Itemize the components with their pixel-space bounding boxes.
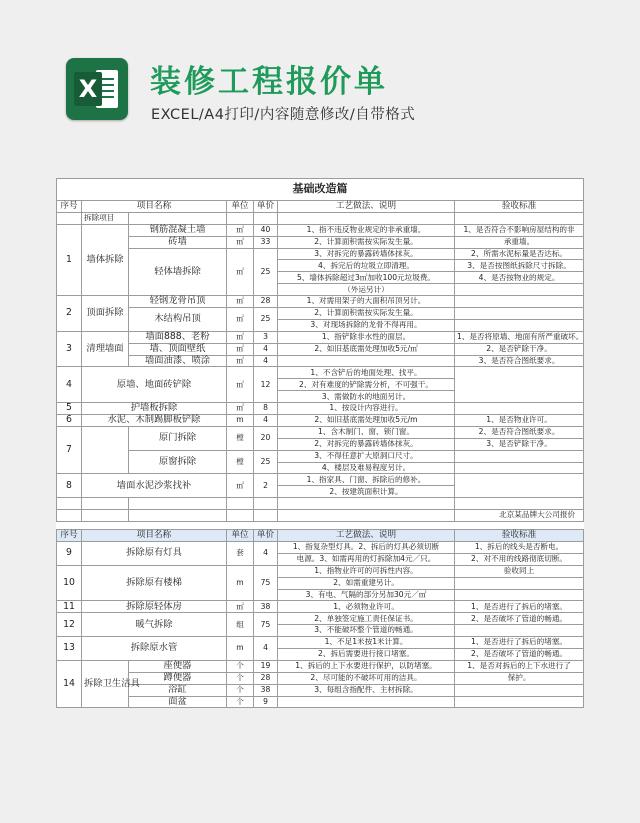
col-acceptance: 验收标准 [455, 201, 584, 213]
table-cell: 7 [57, 426, 82, 474]
table-row [57, 236, 584, 248]
table-cell: 1、拆后的线头是否断电。 [455, 541, 584, 553]
table-cell: 蹲便器 [129, 672, 227, 684]
table-cell: ㎡ [227, 248, 254, 296]
quotation-table [56, 178, 584, 708]
empty-cell [455, 462, 584, 474]
empty-cell [455, 284, 584, 296]
table-cell: 1、拆后的上下水要进行保护，以防堵塞。 [278, 660, 455, 672]
empty-cell [129, 212, 227, 224]
table-cell: 拆除原水管 [82, 637, 227, 661]
table-cell: 25 [254, 450, 278, 474]
table-cell: 2、尽可能的不破坏可用的洁具。 [278, 672, 455, 684]
table-row [57, 248, 584, 260]
table-cell: ㎡ [227, 367, 254, 403]
table-header-row-2 [57, 530, 584, 542]
table-cell: 2、计算面积需按实际发生量。 [278, 236, 455, 248]
table-cell: m [227, 565, 254, 601]
table-cell: 个 [227, 684, 254, 696]
table-cell: 10 [57, 565, 82, 601]
table-cell: 4、是否按物业的规定。 [455, 272, 584, 284]
table-header-row [57, 201, 584, 213]
empty-cell [455, 308, 584, 320]
table-cell: 座便器 [129, 660, 227, 672]
col-price-2: 单价 [254, 530, 278, 542]
section-row [57, 212, 584, 224]
table-cell: 1、指不违反物业规定的非承重墙。 [278, 224, 455, 236]
table-cell: 3、不能破坏整个管道的畅通。 [278, 625, 455, 637]
table-cell: 1 [57, 224, 82, 295]
empty-cell [254, 498, 278, 510]
table-row [57, 415, 584, 427]
empty-cell [57, 510, 82, 522]
table-cell: ㎡ [227, 296, 254, 308]
col-item-name: 项目名称 [82, 201, 227, 213]
table-cell: 75 [254, 613, 278, 637]
table-row [57, 474, 584, 486]
table-cell: 40 [254, 224, 278, 236]
empty-cell [82, 522, 129, 530]
table-cell: ㎡ [227, 403, 254, 415]
table-cell: 11 [57, 601, 82, 613]
table-row [57, 637, 584, 649]
table-row [57, 308, 584, 320]
table-cell: 2、对有难度的铲除需分析，不可强干。 [278, 379, 455, 391]
table-row [57, 613, 584, 625]
table-cell: 面盆 [129, 696, 227, 708]
table-cell: 1、按设计内容进行。 [278, 403, 455, 415]
table-cell: 3、不得任意扩大原洞口尺寸。 [278, 450, 455, 462]
table-cell: 3、对现场拆除的龙骨不得再用。 [278, 319, 455, 331]
table-cell: 樘 [227, 450, 254, 474]
table-cell: 3、需做防水的地面另计。 [278, 391, 455, 403]
table-cell: 12 [254, 367, 278, 403]
page-title: 装修工程报价单 [150, 64, 388, 100]
table-cell: 1、指铲除非水性的面层。 [278, 331, 455, 343]
table-cell: ㎡ [227, 224, 254, 236]
quotation-sheet [56, 178, 583, 708]
empty-cell [227, 212, 254, 224]
page-subtitle: EXCEL/A4打印/内容随意修改/自带格式 [151, 107, 416, 123]
table-cell: 樘 [227, 426, 254, 450]
empty-cell [455, 319, 584, 331]
empty-cell [278, 212, 455, 224]
table-cell: 1、是否物业许可。 [455, 415, 584, 427]
table-cell: 6 [57, 415, 82, 427]
empty-cell [129, 522, 227, 530]
table-row [57, 498, 584, 510]
table-cell: 墙体拆除 [82, 224, 129, 295]
table-cell: 个 [227, 660, 254, 672]
empty-cell [254, 212, 278, 224]
empty-cell [57, 522, 82, 530]
table-row [57, 355, 584, 367]
empty-cell [455, 296, 584, 308]
table-cell: 4 [254, 637, 278, 661]
empty-cell [57, 212, 82, 224]
table-cell: 砖墙 [129, 236, 227, 248]
empty-cell [455, 367, 584, 403]
table-cell: 原门拆除 [129, 426, 227, 450]
table-cell: 3、是否按图纸拆除尺寸拆除。 [455, 260, 584, 272]
table-cell: 1、必须物业许可。 [278, 601, 455, 613]
empty-cell [227, 510, 254, 522]
table-cell: 3、每组含指配件、主材拆除。 [278, 684, 455, 696]
table-cell: 轻体墙拆除 [129, 248, 227, 296]
table-cell: 20 [254, 426, 278, 450]
table-cell: 墙面水泥沙浆找补 [82, 474, 227, 498]
table-cell: 个 [227, 672, 254, 684]
table-cell: 2、如旧基底需处理加收5元/㎡ [278, 343, 455, 355]
table-cell: 5、墙体拆除超过3㎡加收100元垃圾费。 [278, 272, 455, 284]
empty-cell [278, 522, 455, 530]
table-cell: m [227, 637, 254, 661]
company-note-row [57, 510, 584, 522]
table-cell: 4 [254, 355, 278, 367]
table-cell: 3、是否铲除干净。 [455, 438, 584, 450]
table-cell: 5 [57, 403, 82, 415]
table-cell: 清理墙面 [82, 331, 129, 367]
empty-cell [227, 522, 254, 530]
table-row [57, 660, 584, 672]
table-cell: 承重墙。 [455, 236, 584, 248]
table-cell: 1、不含铲后的地面处理、找平。 [278, 367, 455, 379]
table-cell: 拆除原有楼梯 [82, 565, 227, 601]
col-method-2: 工艺做法、说明 [278, 530, 455, 542]
table-cell: 1、对需用架子的大面积吊顶另计。 [278, 296, 455, 308]
table-cell: 4、拆完后的垃圾立即清理。 [278, 260, 455, 272]
table-cell: 拆除卫生洁具 [82, 660, 129, 708]
empty-cell [278, 696, 455, 708]
empty-cell [254, 522, 278, 530]
table-cell: 原窗拆除 [129, 450, 227, 474]
col-no: 序号 [57, 201, 82, 213]
empty-cell [82, 498, 129, 510]
col-acceptance-2: 验收标准 [455, 530, 584, 542]
table-cell: 钢筋混凝土墙 [129, 224, 227, 236]
table-cell: 原墙、地面砖铲除 [82, 367, 227, 403]
table-cell: ㎡ [227, 343, 254, 355]
table-cell: 2、按建筑面积计算。 [278, 486, 455, 498]
table-cell: 拆除原轻体房 [82, 601, 227, 613]
table-cell: 2、如旧基底需处理加收5元/m [278, 415, 455, 427]
empty-cell [455, 498, 584, 510]
table-row [57, 601, 584, 613]
empty-cell [455, 696, 584, 708]
empty-cell [278, 355, 455, 367]
table-cell: 9 [57, 541, 82, 565]
empty-cell [82, 510, 129, 522]
table-cell: 12 [57, 613, 82, 637]
table-cell: 4、楼层及难易程度另计。 [278, 462, 455, 474]
empty-cell [455, 522, 584, 530]
table-cell: m [227, 415, 254, 427]
table-cell: 墙面油漆、喷涂 [129, 355, 227, 367]
table-cell: 1、是否符合不影响房屋结构的非 [455, 224, 584, 236]
table-cell: 3、有电、气隔的部分另加30元／㎡ [278, 589, 455, 601]
table-cell: 2、对拆完的暴露砖墙体抹灰。 [278, 438, 455, 450]
table-caption-row [57, 179, 584, 201]
table-cell: 1、指物业许可的可拆性内容。 [278, 565, 455, 577]
table-cell: 3、是否符合图纸要求。 [455, 355, 584, 367]
table-cell: 8 [57, 474, 82, 498]
empty-cell [278, 510, 455, 522]
table-cell: 组 [227, 613, 254, 637]
empty-cell [254, 510, 278, 522]
excel-x-icon: X [74, 72, 102, 106]
empty-cell [455, 450, 584, 462]
table-cell: 拆除原有灯具 [82, 541, 227, 565]
empty-cell [455, 403, 584, 415]
table-cell: ㎡ [227, 331, 254, 343]
table-cell: 浴缸 [129, 684, 227, 696]
col-price: 单价 [254, 201, 278, 213]
table-cell: 2、对不用的线路彻底切断。 [455, 553, 584, 565]
table-cell: 38 [254, 601, 278, 613]
empty-cell [278, 498, 455, 510]
table-cell: 顶面拆除 [82, 296, 129, 332]
table-row [57, 696, 584, 708]
table-cell: 3 [254, 331, 278, 343]
table-cell: 38 [254, 684, 278, 696]
table-cell: 暖气拆除 [82, 613, 227, 637]
table-cell: 护墙板拆除 [82, 403, 227, 415]
col-method: 工艺做法、说明 [278, 201, 455, 213]
table-cell: 1、指复杂型灯具。2、拆后的灯具必须切断 [278, 541, 455, 553]
spacer-row [57, 522, 584, 530]
table-cell: 4 [254, 343, 278, 355]
empty-cell [455, 577, 584, 589]
table-cell: （外运另计） [278, 284, 455, 296]
table-cell: ㎡ [227, 355, 254, 367]
table-cell: 2 [254, 474, 278, 498]
section-label: 拆除项目 [82, 212, 129, 224]
table-cell: 2、是否铲除干净。 [455, 343, 584, 355]
table-cell: 4 [254, 415, 278, 427]
table-row [57, 331, 584, 343]
table-cell: 4 [57, 367, 82, 403]
table-cell: ㎡ [227, 474, 254, 498]
table-cell: 2、是否破坏了管道的畅通。 [455, 648, 584, 660]
empty-cell [82, 426, 129, 474]
table-row [57, 343, 584, 355]
table-cell: 2、所需水泥标量是否达标。 [455, 248, 584, 260]
empty-cell [57, 498, 82, 510]
empty-cell [455, 212, 584, 224]
table-row [57, 565, 584, 577]
page-header [0, 0, 640, 160]
table-cell: 1、含木制门、窗、锁门窗。 [278, 426, 455, 438]
table-cell: 2、如需重建另计。 [278, 577, 455, 589]
table-cell: 2、是否符合图纸要求。 [455, 426, 584, 438]
table-cell: 28 [254, 672, 278, 684]
table-cell: ㎡ [227, 236, 254, 248]
table-cell: 2、计算面积需按实际发生量。 [278, 308, 455, 320]
table-cell: 19 [254, 660, 278, 672]
table-cell: ㎡ [227, 308, 254, 332]
table-row [57, 224, 584, 236]
table-cell: 9 [254, 696, 278, 708]
table-cell: 8 [254, 403, 278, 415]
table-cell: 墙、顶面壁纸 [129, 343, 227, 355]
table-cell: 2、是否破坏了管道的畅通。 [455, 613, 584, 625]
table-cell: 电源。3、如需再用的灯拆除加4元／只。 [278, 553, 455, 565]
table-cell: 木结构吊顶 [129, 308, 227, 332]
table-cell: 1、不足1米按1米计算。 [278, 637, 455, 649]
table-cell: 14 [57, 660, 82, 708]
table-cell: 3 [57, 331, 82, 367]
empty-cell [227, 498, 254, 510]
table-cell: 水泥、木制踢脚板铲除 [82, 415, 227, 427]
col-unit-2: 单位 [227, 530, 254, 542]
table-cell: 2、拆后需要进行接口堵塞。 [278, 648, 455, 660]
table-cell: 4 [254, 541, 278, 565]
table-row [57, 296, 584, 308]
col-unit: 单位 [227, 201, 254, 213]
table-cell: 13 [57, 637, 82, 661]
table-row [57, 367, 584, 379]
empty-cell [455, 684, 584, 696]
table-cell: 1、指家具、门窗、拆除后的修补。 [278, 474, 455, 486]
table-row [57, 541, 584, 553]
table-cell: 1、是否将原墙、地面有所严重破坏。 [455, 331, 584, 343]
table-cell: 3、对拆完的暴露砖墙体抹灰。 [278, 248, 455, 260]
col-item-name-2: 项目名称 [82, 530, 227, 542]
table-cell: 75 [254, 565, 278, 601]
empty-cell [455, 625, 584, 637]
table-cell: 1、是否进行了拆后的堵塞。 [455, 601, 584, 613]
table-cell: 2 [57, 296, 82, 332]
table-row [57, 403, 584, 415]
empty-cell [129, 498, 227, 510]
table-row [57, 450, 584, 462]
table-cell: 33 [254, 236, 278, 248]
table-cell: 28 [254, 296, 278, 308]
excel-logo-icon [66, 58, 128, 120]
table-cell: 2、单独签定施工责任保证书。 [278, 613, 455, 625]
table-cell: 25 [254, 248, 278, 296]
empty-cell [455, 589, 584, 601]
empty-cell [129, 510, 227, 522]
table-cell: 验收同上 [455, 565, 584, 577]
table-cell: 墙面888、老粉 [129, 331, 227, 343]
table-cell: 1、是否进行了拆后的堵塞。 [455, 637, 584, 649]
empty-cell [455, 474, 584, 498]
table-cell: 个 [227, 696, 254, 708]
table-cell: ㎡ [227, 601, 254, 613]
table-caption: 基础改造篇 [57, 179, 584, 201]
table-cell: 25 [254, 308, 278, 332]
col-no-2: 序号 [57, 530, 82, 542]
table-row [57, 426, 584, 438]
table-cell: 保护。 [455, 672, 584, 684]
table-cell: 轻钢龙骨吊顶 [129, 296, 227, 308]
company-note: 北京某品牌大公司报价 [455, 510, 584, 522]
table-cell: 1、是否对拆后的上下水进行了 [455, 660, 584, 672]
table-cell: 套 [227, 541, 254, 565]
